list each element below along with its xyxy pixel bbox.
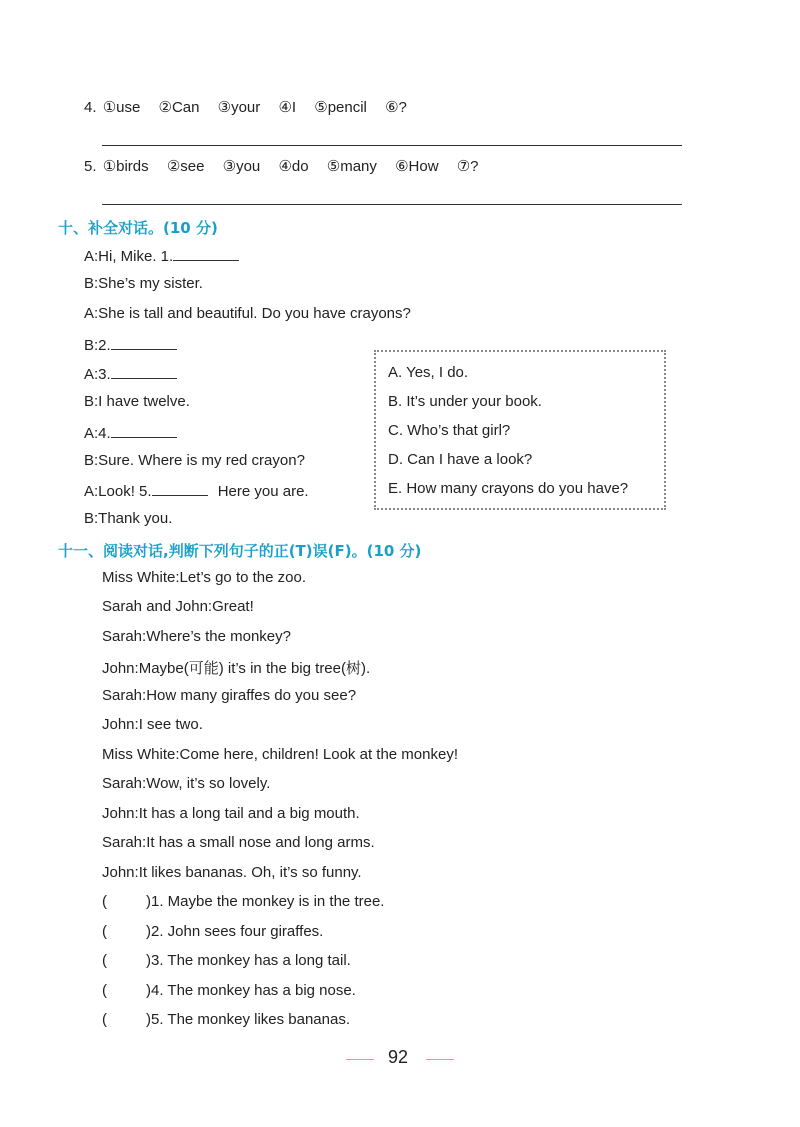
answer-line-4[interactable] bbox=[102, 145, 682, 146]
question-5 bbox=[84, 157, 479, 175]
footer-rule-left bbox=[346, 1059, 374, 1060]
dialogue-line: A:She is tall and beautiful. Do you have crayons? bbox=[84, 305, 411, 322]
dialogue-line: John:I see two. bbox=[102, 716, 203, 733]
answer-bracket[interactable]: ( bbox=[102, 1011, 107, 1028]
question-number: 5. bbox=[84, 158, 97, 175]
blank-1[interactable] bbox=[173, 246, 239, 261]
word-option: ①birds bbox=[102, 158, 149, 175]
answer-bracket[interactable]: ( bbox=[102, 952, 107, 969]
dialogue-line: A:4. bbox=[84, 423, 177, 442]
word-option: ⑥? bbox=[385, 99, 407, 116]
blank-2[interactable] bbox=[111, 335, 177, 350]
option-d: D. Can I have a look? bbox=[388, 451, 533, 468]
judgement-item[interactable]: ( )3. The monkey has a long tail. bbox=[102, 952, 351, 969]
blank-3[interactable] bbox=[111, 364, 177, 379]
dialogue-line: Miss White:Come here, children! Look at the monkey! bbox=[102, 746, 458, 763]
dialogue-line: Sarah and John:Great! bbox=[102, 598, 254, 615]
dialogue-line: Sarah:Where’s the monkey? bbox=[102, 628, 291, 645]
judgement-item[interactable]: ( )5. The monkey likes bananas. bbox=[102, 1011, 351, 1028]
word-option: ④I bbox=[278, 99, 297, 116]
dialogue-line: John:It has a long tail and a big mouth. bbox=[102, 805, 360, 822]
dialogue-line: B:2. bbox=[84, 335, 177, 354]
judgement-item[interactable]: ( )4. The monkey has a big nose. bbox=[102, 982, 356, 999]
page-number: 92 bbox=[388, 1047, 409, 1067]
footer-rule-right bbox=[426, 1059, 454, 1060]
dialogue-line: B:She’s my sister. bbox=[84, 275, 203, 292]
option-b: B. It’s under your book. bbox=[388, 393, 542, 410]
judgement-item[interactable]: ( )2. John sees four giraffes. bbox=[102, 923, 324, 940]
dialogue-line: John:It likes bananas. Oh, it’s so funny. bbox=[102, 864, 362, 881]
dialogue-line: Sarah:It has a small nose and long arms. bbox=[102, 834, 375, 851]
answer-bracket[interactable]: ( bbox=[102, 923, 107, 940]
answer-bracket[interactable]: ( bbox=[102, 893, 107, 910]
option-c: C. Who’s that girl? bbox=[388, 422, 511, 439]
word-option: ⑤many bbox=[326, 158, 377, 175]
word-option: ②see bbox=[166, 158, 205, 175]
options-box bbox=[374, 350, 666, 510]
word-option: ①use bbox=[102, 99, 141, 116]
option-a: A. Yes, I do. bbox=[388, 364, 469, 381]
option-e: E. How many crayons do you have? bbox=[388, 480, 629, 497]
dialogue-line: Sarah:Wow, it’s so lovely. bbox=[102, 775, 271, 792]
question-number: 4. bbox=[84, 99, 97, 116]
word-option: ⑤pencil bbox=[314, 99, 367, 116]
answer-bracket[interactable]: ( bbox=[102, 982, 107, 999]
blank-5[interactable] bbox=[152, 481, 208, 496]
word-option: ⑦? bbox=[456, 158, 479, 175]
word-option: ③you bbox=[222, 158, 261, 175]
question-4 bbox=[84, 98, 407, 116]
blank-4[interactable] bbox=[111, 423, 177, 438]
section-11-heading: 十一、阅读对话,判断下列句子的正(T)误(F)。(10 分) bbox=[58, 542, 422, 560]
word-option: ②Can bbox=[158, 99, 200, 116]
word-option: ⑥How bbox=[395, 158, 439, 175]
dialogue-line: Sarah:How many giraffes do you see? bbox=[102, 687, 357, 704]
dialogue-line: B:Thank you. bbox=[84, 510, 173, 527]
dialogue-line: A:Look! 5. Here you are. bbox=[84, 483, 309, 500]
dialogue-line: Miss White:Let’s go to the zoo. bbox=[102, 569, 306, 586]
dialogue-line: A:3. bbox=[84, 364, 177, 383]
dialogue-line: A:Hi, Mike. 1. bbox=[84, 246, 239, 265]
word-option: ④do bbox=[278, 158, 309, 175]
dialogue-line: B:Sure. Where is my red crayon? bbox=[84, 452, 305, 469]
dialogue-line: John:Maybe(可能) it’s in the big tree(树). bbox=[102, 660, 371, 677]
answer-line-5[interactable] bbox=[102, 204, 682, 205]
word-option: ③your bbox=[217, 99, 261, 116]
dialogue-line: B:I have twelve. bbox=[84, 393, 190, 410]
section-10-heading: 十、补全对话。(10 分) bbox=[58, 219, 218, 237]
judgement-item[interactable]: ( )1. Maybe the monkey is in the tree. bbox=[102, 893, 385, 910]
